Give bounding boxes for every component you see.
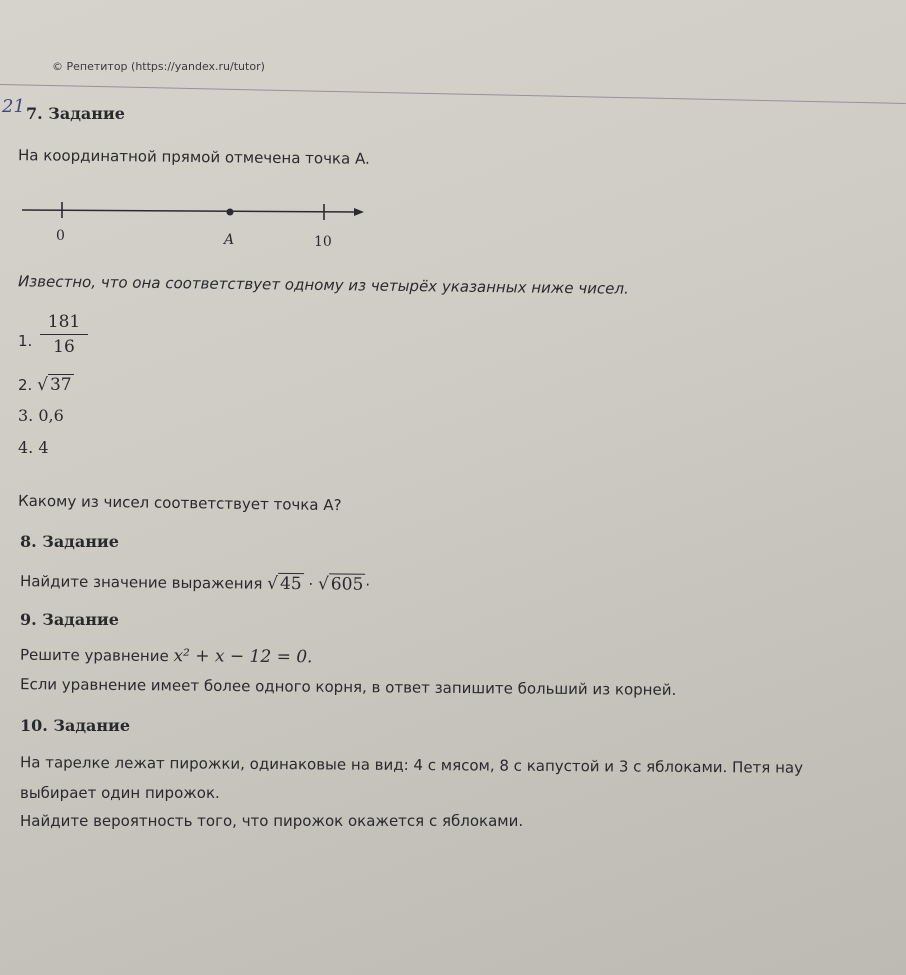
task8-title: 8. Задание — [20, 532, 119, 551]
fraction-bar — [40, 334, 88, 335]
source-credit: © Репетитор (https://yandex.ru/tutor) — [52, 60, 265, 73]
task7-known: Известно, что она соответствует одному из четырёх указанных ниже чисел. — [17, 272, 629, 298]
task9-text: Решите уравнение — [19, 645, 169, 666]
fraction-denominator: 16 — [53, 337, 75, 357]
number-line — [18, 196, 378, 256]
task10-title: 10. Задание — [20, 716, 131, 735]
task7-statement: На координатной прямой отмечена точка A. — [17, 146, 370, 168]
label-10: 10 — [314, 234, 332, 250]
option-2-number: 2. — [18, 376, 33, 394]
task9-equation: x² + x − 12 = 0. — [173, 646, 313, 668]
fraction-numerator: 181 — [47, 312, 81, 332]
option-4: 4. 4 — [18, 438, 49, 457]
task9-statement — [20, 645, 313, 668]
point-A — [227, 209, 234, 216]
task7-question: Какому из чисел соответствует точка A? — [17, 491, 342, 515]
task10-line3: Найдите вероятность того, что пирожок окажется с яблоками. — [20, 812, 524, 830]
task8-dot: · — [308, 575, 314, 594]
option-2: 2. √ 37 — [18, 375, 72, 395]
number-line-axis — [22, 210, 358, 212]
task7-title-prefix: 7 — [26, 104, 38, 123]
task8-radicand-2: 605 — [329, 573, 366, 594]
task8-statement: Найдите значение выражения √ 45 · √ 605 · — [19, 572, 371, 595]
page-margin-line — [0, 84, 906, 104]
option-3: 3. 0,6 — [18, 406, 64, 425]
handwritten-mark: 21 — [2, 96, 25, 117]
task9-title: 9. Задание — [20, 610, 119, 629]
task8-radicand-1: 45 — [278, 573, 304, 594]
label-0: 0 — [56, 228, 65, 244]
task10-line1: На тарелке лежат пирожки, одинаковые на вид: 4 с мясом, 8 с капустой и 3 с яблоками. Петя нау — [19, 753, 804, 777]
option-2-radicand: 37 — [49, 375, 72, 395]
task7-title-text: . Задание — [37, 104, 125, 123]
label-A: A — [224, 232, 235, 248]
number-line-arrow — [354, 208, 364, 216]
task8-text: Найдите значение выражения — [19, 572, 263, 593]
task7-title — [26, 104, 125, 123]
task10-line2: выбирает один пирожок. — [20, 784, 220, 802]
task9-note: Если уравнение имеет более одного корня, в ответ запишите больший из корней. — [19, 675, 677, 699]
option-1-fraction — [40, 312, 88, 357]
task8-end: · — [365, 575, 371, 594]
option-1-number: 1. — [18, 332, 33, 350]
